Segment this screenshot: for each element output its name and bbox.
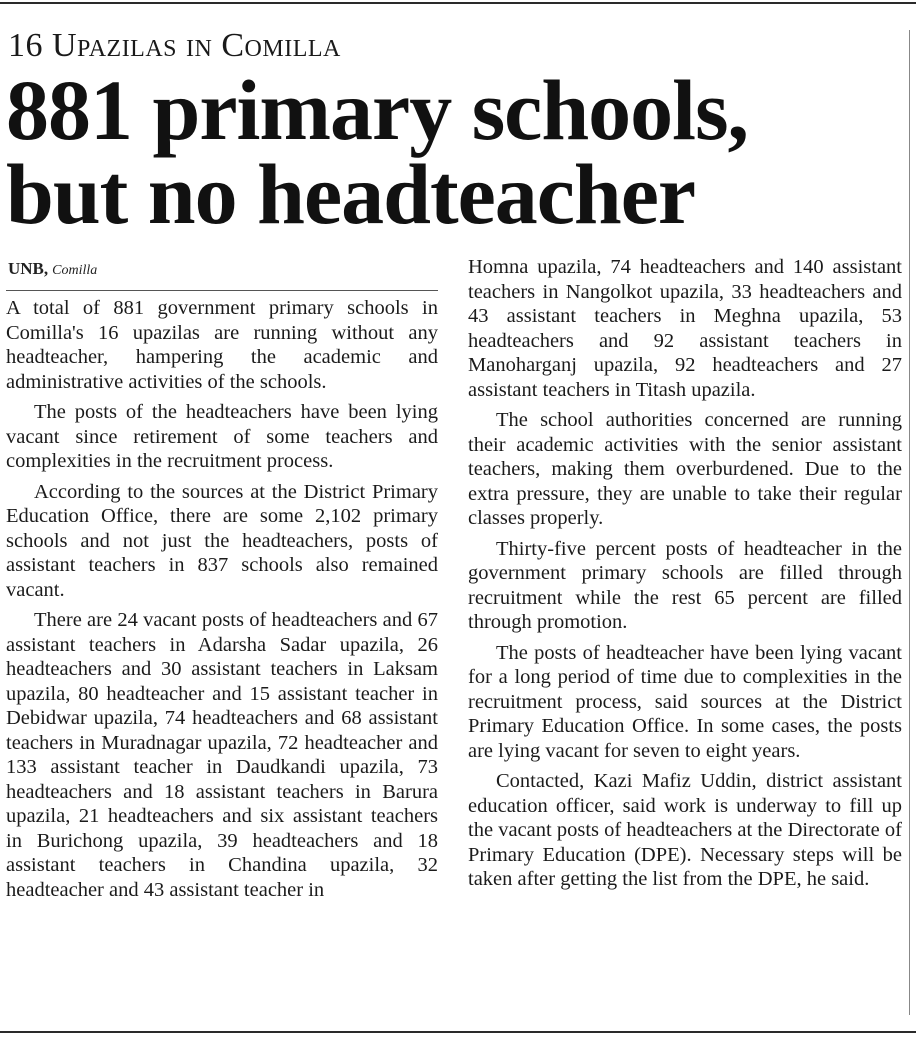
right-column-rule	[909, 30, 910, 1015]
byline-place: Comilla	[52, 263, 98, 278]
paragraph: According to the sources at the District Primary Education Office, there are some 2,102 primary schools and not just the headteachers, posts of assistant teachers in 837 schools also remained vacant.	[6, 480, 438, 601]
article-column-right	[468, 255, 902, 898]
headline	[6, 62, 906, 242]
paragraph: Contacted, Kazi Mafiz Uddin, district assistant education officer, said work is underway to fill up the vacant posts of headteachers at the Directorate of Primary Education (DPE). Necessary steps will be taken after getting the list from the DPE, he said.	[468, 770, 902, 890]
byline-rule	[6, 290, 438, 291]
paragraph: There are 24 vacant posts of headteachers and 67 assistant teachers in Adarsha Sadar upazila, 26 headteachers and 30 assistant teachers in Laksam upazila, 80 headteacher and 15 assistant teacher in Debidwar upazila, 74 headteachers and 68 assistant teachers in Muradnagar upazila, 72 headteacher and 133 assistant teacher in Daudkandi upazila, 73 headteachers and 18 assistant teachers in Barura upazila, 21 headteachers and six assistant teachers in Burichong upazila, 39 headteachers and 18 assistant teachers in Chandina upazila, 32 headteacher and 43 assistant teacher in	[6, 609, 438, 901]
paragraph: Homna upazila, 74 headteachers and 140 assistant teachers in Nangolkot upazila, 33 headteachers and 43 assistant teachers in Meghna upazila, 53 headteachers and 92 assistant teachers in Manoharganj upazila, 92 headteachers and 27 assistant teachers in Titash upazila.	[468, 256, 902, 401]
bottom-rule	[0, 1031, 916, 1033]
byline	[8, 258, 97, 282]
paragraph: A total of 881 government primary schools in Comilla's 16 upazilas are running without any headteacher, hampering the academic and administrative activities of the schools.	[6, 297, 438, 393]
paragraph: The posts of the headteachers have been lying vacant since retirement of some teachers and complexities in the recruitment process.	[6, 401, 438, 472]
byline-agency: UNB,	[8, 259, 49, 278]
paragraph: The school authorities concerned are running their academic activities with the senior assistant teachers, making them overburdened. Due to the extra pressure, they are unable to take their regular classes properly.	[468, 409, 902, 529]
headline-line-2: but no headteacher	[6, 146, 696, 242]
top-rule	[0, 2, 916, 4]
article-column-left	[6, 296, 438, 908]
paragraph: The posts of headteacher have been lying vacant for a long period of time due to complexities in the recruitment process, said sources at the District Primary Education Office. In some cases, the posts are lying vacant for seven to eight years.	[468, 641, 902, 762]
headline-line-1: 881 primary schools,	[6, 62, 749, 158]
kicker: 16 Upazilas in Comilla	[8, 27, 341, 64]
paragraph: Thirty-five percent posts of headteacher in the government primary schools are filled through recruitment while the rest 65 percent are filled through promotion.	[468, 537, 902, 633]
